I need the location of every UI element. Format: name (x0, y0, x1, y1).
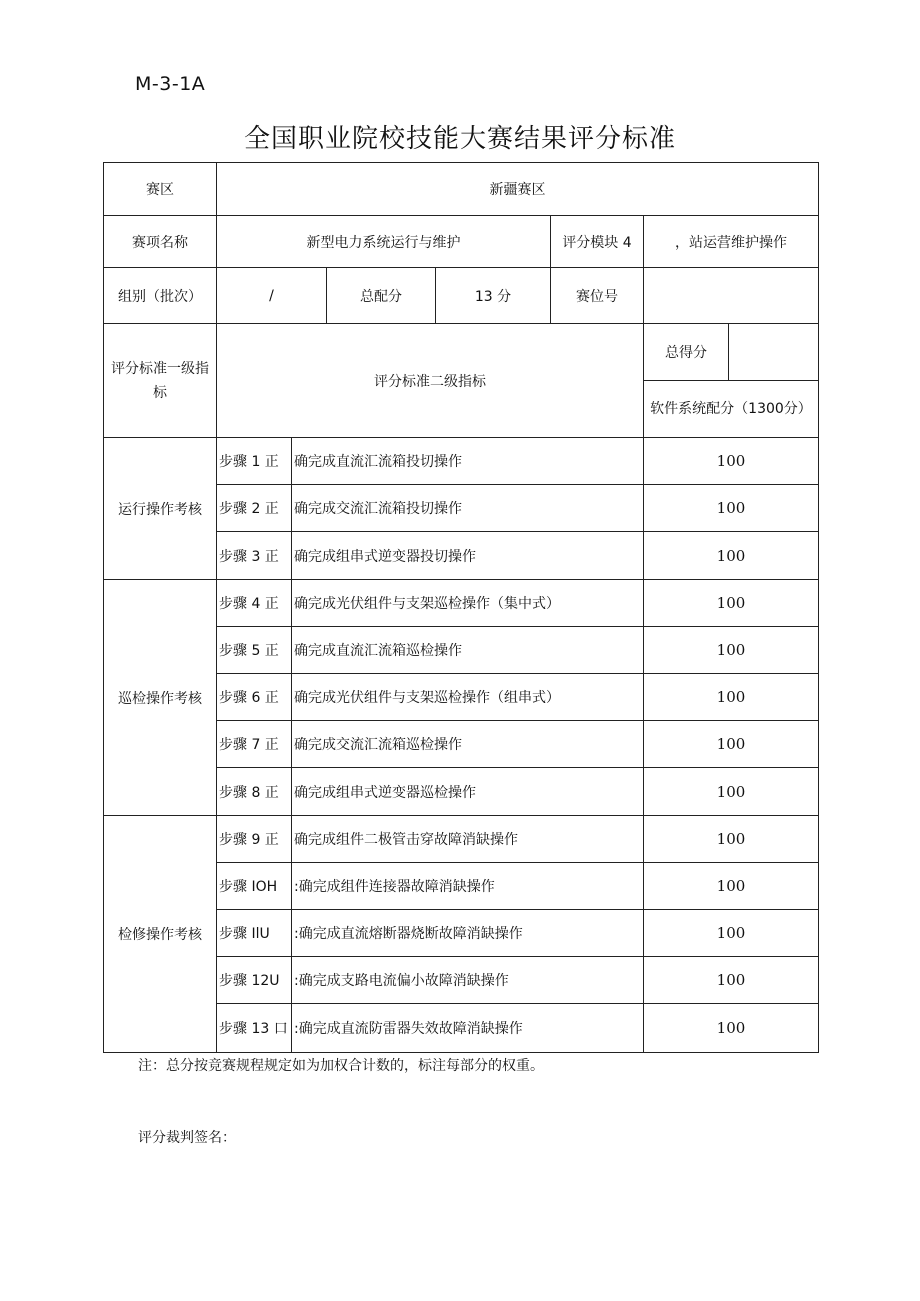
step-label: 步骤 1 正 (217, 438, 292, 485)
level2-header: 评分标准二级指标 (217, 324, 644, 438)
group-label: 组别（批次） (104, 268, 217, 324)
score-value (729, 324, 819, 381)
step-label: 步骤 9 正 (217, 816, 292, 863)
section-name: 运行操作考核 (104, 438, 217, 580)
step-label: 步骤 5 正 (217, 627, 292, 674)
level1-header: 评分标准一级指标 (104, 324, 217, 438)
region-value: 新疆赛区 (217, 163, 819, 216)
step-description: :确完成直流熔断器烧断故障消缺操作 (292, 910, 644, 957)
step-description: 确完成交流汇流箱巡检操作 (292, 721, 644, 768)
step-points: 100 (644, 863, 819, 910)
table-row (104, 816, 819, 863)
step-label: 步骤 IlU (217, 910, 292, 957)
group-value: / (217, 268, 327, 324)
step-description: 确完成光伏组件与支架巡检操作（集中式） (292, 580, 644, 627)
step-points: 100 (644, 580, 819, 627)
group-row (104, 268, 819, 324)
step-description: :确完成直流防雷器失效故障消缺操作 (292, 1004, 644, 1053)
step-label: 步骤 2 正 (217, 485, 292, 532)
step-description: 确完成光伏组件与支架巡检操作（组串式） (292, 674, 644, 721)
region-row (104, 163, 819, 216)
step-description: 确完成直流汇流箱巡检操作 (292, 627, 644, 674)
step-points: 100 (644, 816, 819, 863)
step-points: 100 (644, 957, 819, 1004)
step-points: 100 (644, 532, 819, 580)
step-points: 100 (644, 485, 819, 532)
step-points: 100 (644, 721, 819, 768)
step-label: 步骤 13 口 (217, 1004, 292, 1053)
software-points-label: 软件系统配分（1300分） (644, 381, 819, 438)
step-points: 100 (644, 627, 819, 674)
step-label: 步骤 4 正 (217, 580, 292, 627)
step-points: 100 (644, 910, 819, 957)
step-label: 步骤 12U (217, 957, 292, 1004)
step-description: 确完成组串式逆变器巡检操作 (292, 768, 644, 816)
step-description: 确完成组串式逆变器投切操作 (292, 532, 644, 580)
table-row (104, 580, 819, 627)
event-value: 新型电力系统运行与维护 (217, 216, 551, 268)
score-label: 总得分 (644, 324, 729, 381)
step-points: 100 (644, 674, 819, 721)
step-label: 步骤 IOH (217, 863, 292, 910)
step-label: 步骤 6 正 (217, 674, 292, 721)
step-points: 100 (644, 768, 819, 816)
event-row (104, 216, 819, 268)
region-label: 赛区 (104, 163, 217, 216)
module-value: ，站运营维护操作 (644, 216, 819, 268)
step-label: 步骤 7 正 (217, 721, 292, 768)
total-label: 总配分 (327, 268, 436, 324)
seat-label: 赛位号 (551, 268, 644, 324)
step-points: 100 (644, 1004, 819, 1053)
seat-value (644, 268, 819, 324)
judge-signature-label: 评分裁判签名： (138, 1130, 236, 1146)
section-name: 巡检操作考核 (104, 580, 217, 816)
table-row (104, 438, 819, 485)
step-description: :确完成组件连接器故障消缺操作 (292, 863, 644, 910)
step-description: :确完成支路电流偏小故障消缺操作 (292, 957, 644, 1004)
step-label: 步骤 3 正 (217, 532, 292, 580)
criteria-header-row (104, 324, 819, 381)
step-description: 确完成组件二极管击穿故障消缺操作 (292, 816, 644, 863)
total-value: 13 分 (436, 268, 551, 324)
footnote: 注：总分按竞赛规程规定如为加权合计数的，标注每部分的权重。 (138, 1058, 544, 1074)
scoring-table (103, 162, 819, 1053)
step-points: 100 (644, 438, 819, 485)
section-name: 检修操作考核 (104, 816, 217, 1053)
event-label: 赛项名称 (104, 216, 217, 268)
step-description: 确完成交流汇流箱投切操作 (292, 485, 644, 532)
document-code: M-3-1A (135, 73, 206, 95)
module-label: 评分模块 4 (551, 216, 644, 268)
page-title: 全国职业院校技能大赛结果评分标准 (243, 124, 676, 154)
step-label: 步骤 8 正 (217, 768, 292, 816)
step-description: 确完成直流汇流箱投切操作 (292, 438, 644, 485)
